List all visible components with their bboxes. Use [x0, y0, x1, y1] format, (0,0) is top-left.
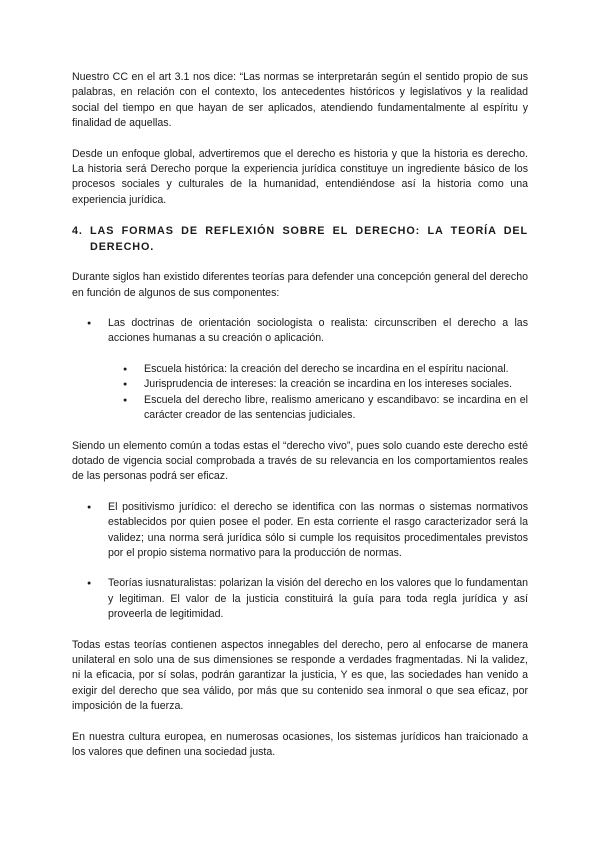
list-item-positivismo: ● El positivismo jurídico: el derecho se identifica con las normas o sistemas normativos establecidos por quien posee el poder. En esta corriente el rasgo caracterizador será la validez; una norma será jurídica sólo si cumple los requisitos procedimentales previstos por el propio sistema normativo para la producción de normas. [72, 500, 528, 562]
section-title: LAS FORMAS DE REFLEXIÓN SOBRE EL DERECHO: LA TEORÍA DEL DERECHO. [90, 225, 528, 254]
sub-schools-list [72, 362, 528, 424]
theories-list-3 [72, 576, 528, 622]
section-heading [72, 223, 528, 255]
theories-list-2 [72, 500, 528, 562]
section-number: 4. [72, 225, 83, 238]
paragraph-verdades-fragmentadas: Todas estas teorías contienen aspectos innegables del derecho, pero al enfocarse de manera unilateral en solo una de sus dimensiones se responde a verdades fragmentadas. Ni la validez, ni la eficacia, por sí solas, podrán garantizar la justicia, Y es que, las sociedades han venido a exigir del derecho que sea válido, por más que su contenido sea inmoral o que sea eficaz, por imposición de la fuerza. [72, 638, 528, 713]
list-item-sociologista [72, 316, 528, 347]
list-item-jurisprudencia-intereses: ● Jurisprudencia de intereses: la creación se incardina en los intereses sociales. [108, 377, 528, 392]
list-item-iusnaturalistas: ● Teorías iusnaturalistas: polarizan la visión del derecho en los valores que lo fundamentan y legitiman. El valor de la justicia constituirá la guía para toda regla jurídica y así proveerla de legitimidad. [72, 576, 528, 622]
paragraph-cultura-europea: En nuestra cultura europea, en numerosas ocasiones, los sistemas jurídicos han traicionado a los valores que definen una sociedad justa. [72, 730, 528, 758]
list-item-escuela-historica: ● Escuela histórica: la creación del derecho se incardina en el espíritu nacional. [108, 362, 528, 377]
paragraph-teorias-intro: Durante siglos han existido diferentes teorías para defender una concepción general del derecho en función de algunos de sus componentes: [72, 271, 528, 299]
list-item-derecho-libre: ● Escuela del derecho libre, realismo americano y escandibavo: se incardina en el carácter creador de las sentencias judiciales. [108, 393, 528, 424]
paragraph-derecho-vivo: Siendo un elemento común a todas estas el “derecho vivo”, pues solo cuando este derecho esté dotado de vigencia social comprobada a través de su relevancia en los comportamientos reales de las personas podrá ser eficaz. [72, 439, 528, 483]
list-item-text: Las doctrinas de orientación sociologista o realista: circunscriben el derecho a las acciones humanas a su creación o aplicación. [108, 317, 528, 345]
paragraph-enfoque-global: Desde un enfoque global, advertiremos que el derecho es historia y que la historia es derecho. La historia será Derecho porque la experiencia jurídica constituye un ingrediente básico de los procesos sociales y culturales de la humanidad, entendiéndose así la historia como una experiencia jurídica. [72, 147, 528, 206]
paragraph-cc-art-3-1: Nuestro CC en el art 3.1 nos dice: “Las normas se interpretarán según el sentido propio de sus palabras, en relación con el contexto, los antecedentes históricos y legislativos y la realidad social del tiempo en que hayan de ser aplicados, atendiendo fundamentalmente al espíritu y finalidad de aquellas. [72, 71, 528, 130]
theories-list-1 [72, 316, 528, 347]
